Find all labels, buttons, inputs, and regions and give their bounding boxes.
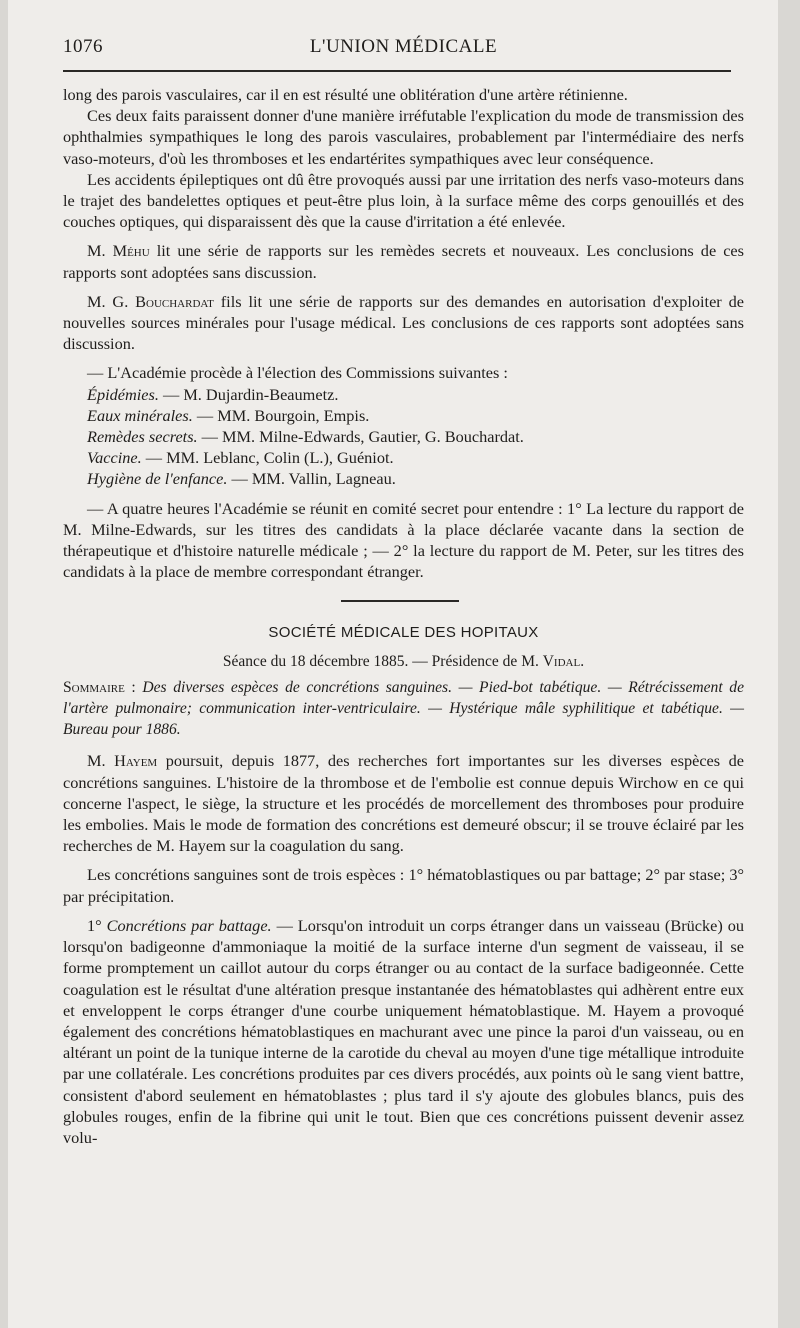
header-rule: [63, 70, 731, 72]
section-title: SOCIÉTÉ MÉDICALE DES HOPITAUX: [268, 624, 539, 642]
paragraph: 1° Concrétions par battage. — Lorsqu'on introduit un corps étranger dans un vaisseau (Brücke) ou lorsqu'on badigeonne d'ammoniaque la moitié de la surface interne d'un segment de vaisseau, il se forme promptement un caillot autour du corps étranger ou au contact de la surface badigeonnée. Cette coagulation est le résultat d'une altération presque instantanée des hématoblastes qui adhèrent entre eux et enveloppent le corps étranger d'une courbe uniquement hématoblastique. M. Hayem a provoqué également des concrétions hématoblastiques en machurant avec une pince la paroi d'un vaisseau, ou en altérant un point de la tunique interne de la carotide du cheval au moyen d'une tige métallique introduite par une collatérale. Les concrétions produites par ces divers procédés, aux points où le sang vient battre, consistent d'abord seulement en hématoblastes ; plus tard il s'y ajoute des globules blancs, puis des globules rouges, enfin de la fibrine qui unit le tout. Bien que ces concrétions puissent devenir assez volu-: [63, 915, 744, 1147]
journal-title: L'UNION MÉDICALE: [309, 36, 498, 57]
seance-line: Séance du 18 décembre 1885. — Présidence de M. Vidal.: [222, 653, 585, 671]
page-header: [63, 36, 744, 64]
author-name: Hayem: [114, 751, 158, 771]
paragraph: M. Méhu lit une série de rapports sur les remèdes secrets et nouveaux. Les conclusions de ces rapports sont adoptées sans discussion.: [63, 241, 744, 282]
list-item: Vaccine. — MM. Leblanc, Colin (L.), Guéniot.: [87, 448, 394, 468]
paragraph: M. Hayem poursuit, depuis 1877, des recherches fort importantes sur les diverses espèces de concrétions sanguines. L'histoire de la thrombose et de l'embolie est connue depuis Wirchow en ce qui concerne l'aspect, le siège, la structure et les procédés de morcellement des thromboses pour produire les embolies. Mais le mode de formation des concrétions est demeuré obscur; il se trouve éclairé par les recherches de M. Hayem sur la coagulation du sang.: [63, 751, 744, 856]
list-item: Eaux minérales. — MM. Bourgoin, Empis.: [87, 405, 370, 425]
paragraph: Les accidents épileptiques ont dû être provoqués aussi par une irritation des nerfs vaso-moteurs dans le trajet des bandelettes optiques et peut-être plus loin, à la surface même des corps genouillés et des couches optiques, qui disparaissent dès que la cause d'irritation a été enlevée.: [63, 169, 744, 232]
paragraph: long des parois vasculaires, car il en est résulté une oblitération d'une artère rétinienne.: [63, 85, 628, 104]
section-separator: [341, 600, 459, 602]
page-number: 1076: [63, 36, 103, 57]
list-item: Épidémies. — M. Dujardin-Beaumetz.: [87, 384, 339, 404]
paragraph: — A quatre heures l'Académie se réunit en comité secret pour entendre : 1° La lecture du rapport de M. Milne-Edwards, sur les titres des candidats à la place déclarée vacante dans la section de thérapeutique et d'histoire naturelle médicale ; — 2° la lecture du rapport de M. Peter, sur les titres des candidats à la place de membre correspondant étranger.: [63, 498, 744, 582]
paragraph: — L'Académie procède à l'élection des Commissions suivantes :: [87, 363, 508, 383]
paragraph: M. G. Bouchardat fils lit une série de rapports sur des demandes en autorisation d'exploiter de nouvelles sources minérales pour l'usage médical. Les conclusions de ces rapports sont adoptées sans discussion.: [63, 291, 744, 354]
list-item: Hygiène de l'enfance. — MM. Vallin, Lagneau.: [87, 469, 396, 489]
paragraph: Les concrétions sanguines sont de trois espèces : 1° hématoblastiques ou par battage; 2° par stase; 3° par précipitation.: [63, 865, 744, 906]
author-name: Méhu: [112, 241, 150, 261]
paragraph: Ces deux faits paraissent donner d'une manière irréfutable l'explication du mode de transmission des ophthalmies sympathiques le long des parois vasculaires, probablement par l'intermédiaire des nerfs vaso-moteurs, d'où les thromboses et les endartérites sympathiques avec leur conséquence.: [63, 106, 744, 168]
list-item: Remèdes secrets. — MM. Milne-Edwards, Gautier, G. Bouchardat.: [87, 427, 524, 447]
author-name: Bouchardat: [135, 291, 214, 311]
journal-page: [8, 0, 778, 1328]
commissions-list: [63, 384, 744, 490]
sommaire: Sommaire : Des diverses espèces de concrétions sanguines. — Pied-bot tabétique. — Rétrécissement de l'artère pulmonaire; communication inter-ventriculaire. — Hystérique mâle syphilitique et tabétique. — Bureau pour 1886.: [63, 679, 744, 739]
